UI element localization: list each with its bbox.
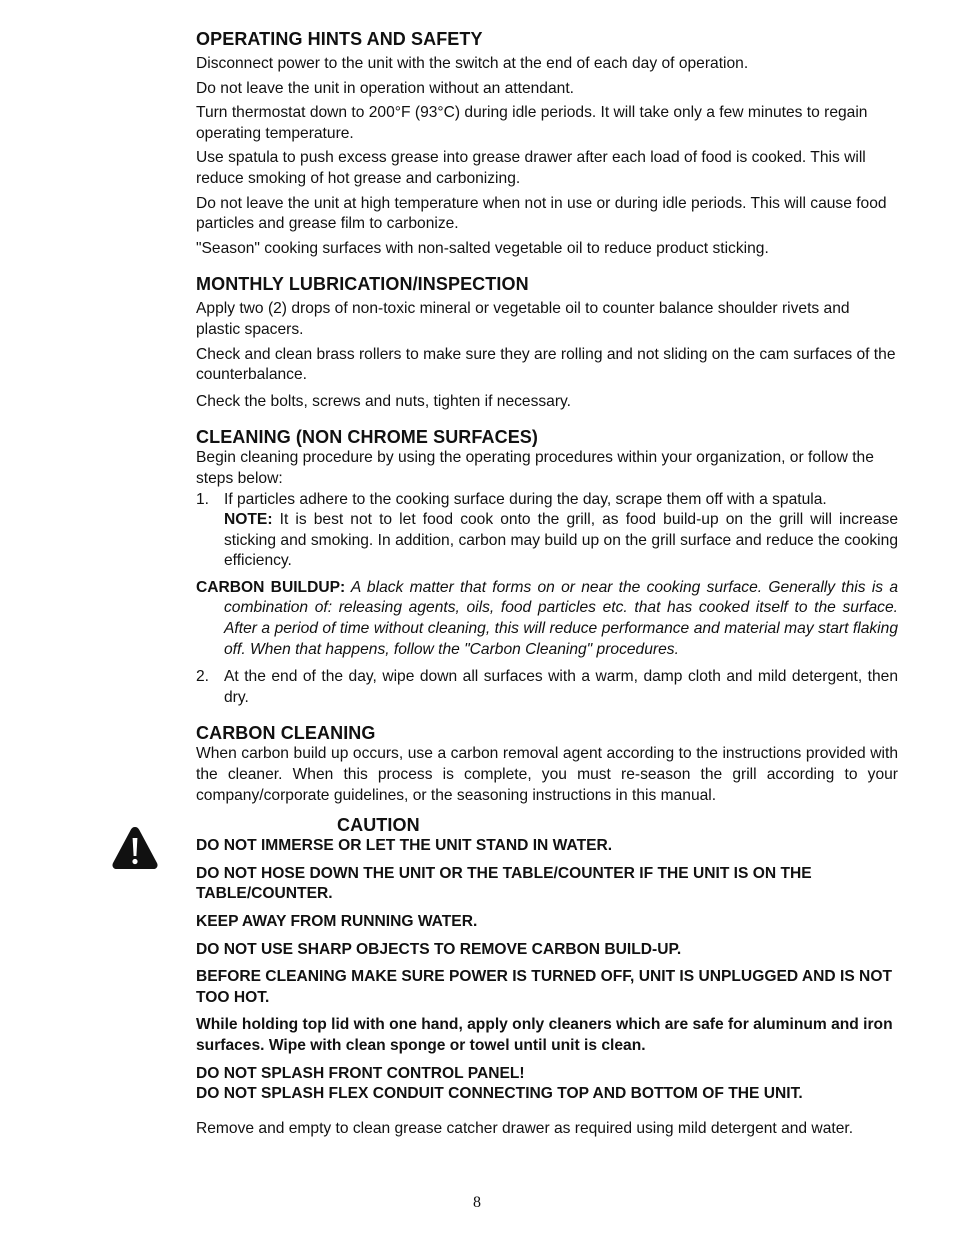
operating-paragraph: Do not leave the unit in operation without an attendant. <box>196 79 574 97</box>
carbon-cleaning-section <box>196 722 898 806</box>
cleaning-section <box>196 426 898 708</box>
operating-paragraph: Turn thermostat down to 200°F (93°C) during idle periods. It will take only a few minutes to regain operating temperature. <box>196 104 868 142</box>
caution-line: KEEP AWAY FROM RUNNING WATER. <box>196 913 478 930</box>
section-title-lubrication: MONTHLY LUBRICATION/INSPECTION <box>196 274 529 295</box>
step-number: 2. <box>196 668 210 686</box>
caution-line: DO NOT SPLASH FLEX CONDUIT CONNECTING TOP AND BOTTOM OF THE UNIT. <box>196 1085 803 1103</box>
note <box>224 510 898 572</box>
operating-paragraph: "Season" cooking surfaces with non-salted vegetable oil to reduce product sticking. <box>196 239 769 257</box>
note-text: It is best not to let food cook onto the grill, as food build-up on the grill will increase sticking and smoking. In addition, carbon may build up on the grill surface and reduce the cooking efficiency. <box>224 511 898 570</box>
operating-paragraph: Disconnect power to the unit with the switch at the end of each day of operation. <box>196 55 749 72</box>
section-title-operating: OPERATING HINTS AND SAFETY <box>196 29 483 49</box>
lubrication-paragraph: Check the bolts, screws and nuts, tighten if necessary. <box>196 392 572 410</box>
caution-line: DO NOT IMMERSE OR LET THE UNIT STAND IN WATER. <box>196 837 613 855</box>
caution-line: While holding top lid with one hand, apply only cleaners which are safe for aluminum and iron surfaces. Wipe with clean sponge or towel until unit is clean. <box>196 1016 893 1054</box>
step-text: At the end of the day, wipe down all surfaces with a warm, damp cloth and mild detergent, then dry. <box>224 668 898 706</box>
lubrication-section <box>196 273 898 412</box>
section-title-cleaning: CLEANING (NON CHROME SURFACES) <box>196 427 539 448</box>
operating-paragraph: Use spatula to push excess grease into grease drawer after each load of food is cooked. This will reduce smoking of hot grease and carbonizing. <box>196 149 866 187</box>
step-text: If particles adhere to the cooking surface during the day, scrape them off with a spatula. <box>224 490 827 508</box>
step-number: 1. <box>196 490 210 508</box>
carbon-buildup-label: CARBON BUILDUP: <box>196 578 346 596</box>
lubrication-paragraph: Check and clean brass rollers to make sure they are rolling and not sliding on the cam surfaces of the counterbalance. <box>196 345 896 384</box>
note-label: NOTE: <box>224 511 273 529</box>
page-number: 8 <box>473 1194 481 1211</box>
warning-exclamation-icon <box>111 825 159 871</box>
manual-page-content <box>196 28 898 1139</box>
carbon-buildup-text: A black matter that forms on or near the cooking surface. Generally this is a combination of: releasing agents, oils, food particles etc. that has cooked itself to the surface. After a period of time without cleaning, this will reduce performance and material may start flaking off. When that happens, follow the "Carbon Cleaning" procedures. <box>224 578 899 658</box>
cleaning-step-2 <box>196 667 898 708</box>
cleaning-intro: Begin cleaning procedure by using the operating procedures within your organization, or follow the steps below: <box>196 449 874 487</box>
lubrication-paragraph: Apply two (2) drops of non-toxic mineral or vegetable oil to counter balance shoulder rivets and plastic spacers. <box>196 300 850 338</box>
carbon-cleaning-paragraph: When carbon build up occurs, use a carbon removal agent according to the instructions provided with the cleaner. When this process is complete, you must re-season the grill according to your company/corporate guidelines, or the seasoning instructions in this manual. <box>196 745 898 804</box>
closing-paragraph: Remove and empty to clean grease catcher drawer as required using mild detergent and water. <box>196 1119 854 1137</box>
caution-title: CAUTION <box>337 815 420 836</box>
section-title-carbon-cleaning: CARBON CLEANING <box>196 723 376 744</box>
caution-line: DO NOT SPLASH FRONT CONTROL PANEL! <box>196 1064 525 1082</box>
operating-paragraph: Do not leave the unit at high temperature when not in use or during idle periods. This will cause food particles and grease film to carbonize. <box>196 194 887 233</box>
operating-hints-section <box>196 28 898 259</box>
caution-line: DO NOT HOSE DOWN THE UNIT OR THE TABLE/COUNTER IF THE UNIT IS ON THE TABLE/COUNTER. <box>196 864 812 903</box>
step-body <box>224 490 898 572</box>
carbon-buildup-definition <box>196 578 898 660</box>
caution-line: BEFORE CLEANING MAKE SURE POWER IS TURNED OFF, UNIT IS UNPLUGGED AND IS NOT TOO HOT. <box>196 968 892 1006</box>
caution-section <box>196 814 898 1105</box>
cleaning-step-1 <box>196 490 898 572</box>
caution-line: DO NOT USE SHARP OBJECTS TO REMOVE CARBON BUILD-UP. <box>196 940 682 958</box>
